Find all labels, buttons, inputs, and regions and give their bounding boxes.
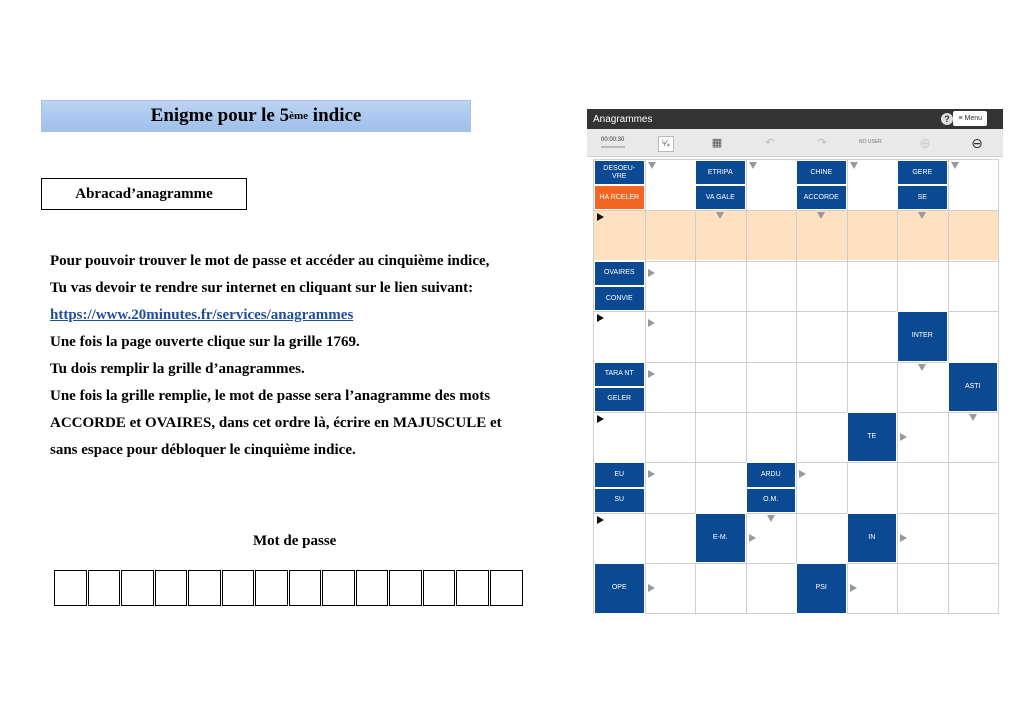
password-label: Mot de passe: [253, 533, 337, 549]
toolbar: [587, 129, 1003, 157]
anagram-grid[interactable]: [593, 159, 999, 614]
password-letter-box[interactable]: [222, 570, 255, 606]
undo-icon[interactable]: ↶: [765, 137, 775, 149]
password-letter-box[interactable]: [54, 570, 87, 606]
right-arrow-icon: [597, 213, 604, 221]
grid-line: [594, 513, 998, 514]
clue-cell-gere[interactable]: GERE: [897, 160, 948, 185]
grid-line: [594, 261, 998, 262]
anagram-link[interactable]: https://www.20minutes.fr/services/anagrammes: [50, 307, 354, 323]
clue-cell-desoeuvre[interactable]: DESOEU- VRE: [594, 160, 645, 185]
clue-cell-se[interactable]: SE: [897, 185, 948, 210]
subtitle-box: [41, 178, 247, 210]
down-arrow-icon: [648, 162, 656, 169]
down-arrow-icon: [749, 162, 757, 169]
help-icon[interactable]: ?: [941, 113, 953, 125]
grid-line: [897, 160, 898, 613]
password-letter-box[interactable]: [356, 570, 389, 606]
clue-cell-ardu[interactable]: ARDU: [746, 462, 797, 487]
password-letter-box[interactable]: [322, 570, 355, 606]
instruction-line: Tu dois remplir la grille d’anagrammes.: [50, 361, 305, 377]
down-arrow-icon: [918, 212, 926, 219]
password-letter-box[interactable]: [289, 570, 322, 606]
clue-cell-su[interactable]: SU: [594, 488, 645, 513]
grid-line: [746, 160, 747, 613]
app-header: [587, 109, 1003, 129]
right-arrow-icon: [900, 534, 907, 542]
grid-line: [594, 412, 998, 413]
right-arrow-icon: [799, 470, 806, 478]
grid-icon[interactable]: ▦: [711, 137, 723, 149]
zoom-in-icon[interactable]: ⊕: [919, 135, 931, 151]
right-arrow-icon: [597, 415, 604, 423]
grid-line: [594, 210, 998, 211]
clue-cell-geler[interactable]: GELER: [594, 387, 645, 412]
password-letter-box[interactable]: [490, 570, 523, 606]
grid-line: [796, 160, 797, 613]
title-end: indice: [308, 105, 362, 126]
clue-cell-eu[interactable]: EU: [594, 462, 645, 487]
right-arrow-icon: [648, 269, 655, 277]
right-arrow-icon: [597, 516, 604, 524]
down-arrow-icon: [817, 212, 825, 219]
clue-cell-ovaires[interactable]: OVAIRES: [594, 261, 645, 286]
grid-line: [594, 462, 998, 463]
right-arrow-icon: [597, 314, 604, 322]
clue-cell-ope[interactable]: OPE: [594, 563, 645, 613]
clue-cell-te[interactable]: TE: [847, 412, 898, 462]
down-arrow-icon: [850, 162, 858, 169]
instruction-line: Une fois la grille remplie, le mot de passe sera l’anagramme des mots: [50, 388, 491, 404]
timer-progress: [601, 146, 625, 148]
clue-cell-etripa[interactable]: ETRIPA: [695, 160, 746, 185]
down-arrow-icon: [951, 162, 959, 169]
right-arrow-icon: [648, 584, 655, 592]
clue-cell-asti[interactable]: ASTI: [948, 362, 999, 412]
password-letter-box[interactable]: [389, 570, 422, 606]
password-letter-box[interactable]: [188, 570, 221, 606]
password-letter-box[interactable]: [255, 570, 288, 606]
clue-cell-convie[interactable]: CONVIE: [594, 286, 645, 311]
right-arrow-icon: [648, 370, 655, 378]
password-letter-box[interactable]: [121, 570, 154, 606]
title-superscript: ème: [289, 110, 309, 122]
clue-cell-inter[interactable]: INTER: [897, 311, 948, 361]
clue-cell-chine[interactable]: CHINE: [796, 160, 847, 185]
timer: 00:00:30: [601, 137, 625, 143]
anagram-app: [587, 109, 1003, 619]
clue-cell-tarant[interactable]: TARA NT: [594, 362, 645, 387]
password-letter-box[interactable]: [456, 570, 489, 606]
right-arrow-icon: [900, 433, 907, 441]
instruction-line: ACCORDE et OVAIRES, dans cet ordre là, écrire en MAJUSCULE et: [50, 415, 502, 431]
mode-label: NO USER: [859, 139, 882, 145]
subtitle-text: Abracad’anagramme: [75, 185, 213, 202]
hint-icon[interactable]: ⁵⁄₄: [658, 136, 674, 152]
instruction-line: Tu vas devoir te rendre sur internet en cliquant sur le lien suivant:: [50, 280, 474, 296]
clue-cell-em[interactable]: E-M.: [695, 513, 746, 563]
down-arrow-icon: [918, 364, 926, 371]
clue-cell-om[interactable]: O.M.: [746, 488, 797, 513]
menu-button[interactable]: ≡ Menu: [953, 111, 987, 126]
password-letter-box[interactable]: [88, 570, 121, 606]
instruction-line: Pour pouvoir trouver le mot de passe et accéder au cinquième indice,: [50, 253, 490, 269]
instruction-line: Une fois la page ouverte clique sur la grille 1769.: [50, 334, 360, 350]
clue-cell-harceler[interactable]: HA RCELER: [594, 185, 645, 210]
down-arrow-icon: [969, 414, 977, 421]
redo-icon[interactable]: ↷: [817, 137, 827, 149]
right-arrow-icon: [850, 584, 857, 592]
clue-cell-vagale[interactable]: VA GALE: [695, 185, 746, 210]
clue-cell-in[interactable]: IN: [847, 513, 898, 563]
app-title: Anagrammes: [593, 113, 653, 125]
zoom-out-icon[interactable]: ⊖: [971, 135, 983, 151]
password-boxes: [54, 570, 523, 606]
clue-cell-accorde[interactable]: ACCORDE: [796, 185, 847, 210]
password-letter-box[interactable]: [155, 570, 188, 606]
instruction-line: sans espace pour débloquer le cinquième indice.: [50, 442, 356, 458]
page-title: [41, 100, 471, 132]
title-text: Enigme pour le 5: [150, 105, 290, 126]
right-arrow-icon: [648, 319, 655, 327]
down-arrow-icon: [716, 212, 724, 219]
grid-line: [594, 362, 998, 363]
right-arrow-icon: [648, 470, 655, 478]
instructions: [50, 250, 520, 466]
clue-cell-psi[interactable]: PSI: [796, 563, 847, 613]
password-letter-box[interactable]: [423, 570, 456, 606]
down-arrow-icon: [767, 515, 775, 522]
right-arrow-icon: [749, 534, 756, 542]
grid-line: [645, 160, 646, 613]
